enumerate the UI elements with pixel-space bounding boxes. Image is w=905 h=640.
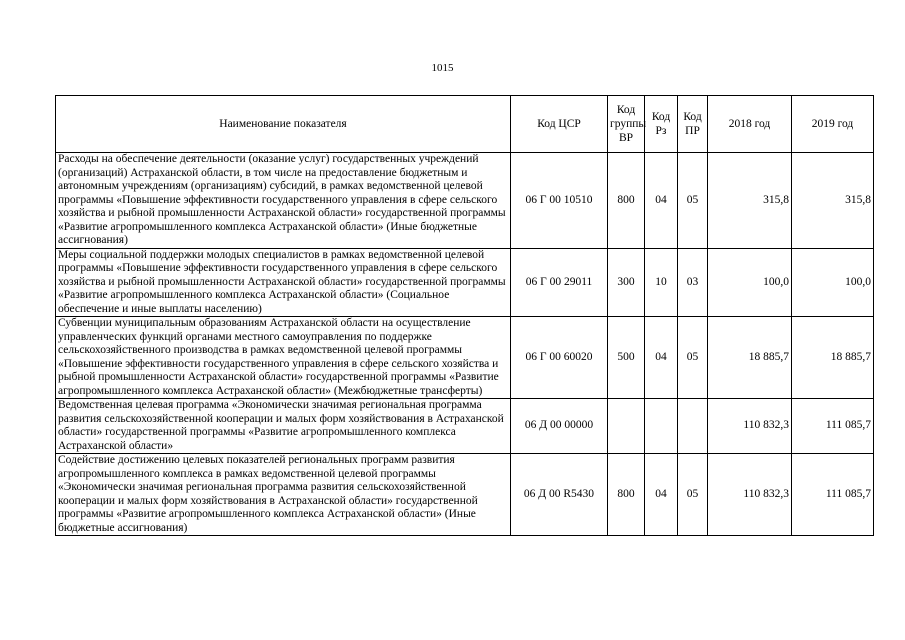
row-2018: 315,8 [708,153,792,249]
table-header-row [56,96,874,153]
row-pr [678,399,708,454]
row-vr [608,399,645,454]
row-rz: 04 [645,454,678,536]
row-csr: 06 Г 00 29011 [511,248,608,317]
row-rz: 04 [645,153,678,249]
row-rz: 04 [645,317,678,399]
row-2018: 18 885,7 [708,317,792,399]
row-2018: 100,0 [708,248,792,317]
row-name: Ведомственная целевая программа «Экономически значимая региональная программа развития сельскохозяйственной кооперации и малых форм хозяйствования в Астраханской области» государственной программы «Развитие агропромышленного комплекса Астраханской области» [56,399,511,454]
table-row [56,399,874,454]
header-vr: Код группы ВР [608,96,645,153]
page-number: 1015 [431,62,454,74]
header-csr: Код ЦСР [511,96,608,153]
row-name: Содействие достижению целевых показателей региональных программ развития агропромышленного комплекса в рамках ведомственной целевой программы «Экономически значимая региональная программа развития сельскохозяйственной кооперации и малых форм хозяйствования в Астраханской области» государственной программы «Развитие агропромышленного комплекса Астраханской области» (Иные бюджетные ассигнования) [56,454,511,536]
row-vr: 500 [608,317,645,399]
row-2019: 111 085,7 [792,454,874,536]
table-row [56,317,874,399]
table-row [56,248,874,317]
row-2019: 18 885,7 [792,317,874,399]
row-pr: 05 [678,317,708,399]
row-rz [645,399,678,454]
row-csr: 06 Д 00 00000 [511,399,608,454]
row-csr: 06 Г 00 60020 [511,317,608,399]
row-2019: 100,0 [792,248,874,317]
row-pr: 05 [678,454,708,536]
row-name: Меры социальной поддержки молодых специалистов в рамках ведомственной целевой программы «Повышение эффективности государственного управления в сфере сельского хозяйства и рыбной промышленности Астраханской области» государственной программы «Развитие агропромышленного комплекса Астраханской области» (Социальное обеспечение и иные выплаты населению) [56,248,511,317]
table-row [56,153,874,249]
header-2019: 2019 год [792,96,874,153]
header-rz: Код Рз [645,96,678,153]
row-pr: 05 [678,153,708,249]
row-name: Субвенции муниципальным образованиям Астраханской области на осуществление управленческих функций органами местного самоуправления по поддержке сельскохозяйственного производства в рамках ведомственной целевой программы «Повышение эффективности государственного управления в сфере сельского хозяйства и рыбной промышленности Астраханской области» государственной программы «Развитие агропромышленного комплекса Астраханской области» (Межбюджетные трансферты) [56,317,511,399]
row-csr: 06 Д 00 R5430 [511,454,608,536]
header-name: Наименование показателя [56,96,511,153]
header-2018: 2018 год [708,96,792,153]
row-name: Расходы на обеспечение деятельности (оказание услуг) государственных учреждений (организаций) Астраханской области, в том числе на предоставление бюджетным и автономным учреждениям (организациям) субсидий, в рамках ведомственной целевой программы «Повышение эффективности государственного управления в сфере сельского хозяйства и рыбной промышленности Астраханской области» государственной программы «Развитие агропромышленного комплекса Астраханской области» (Иные бюджетные ассигнования) [56,153,511,249]
row-vr: 800 [608,454,645,536]
row-2019: 315,8 [792,153,874,249]
table-row [56,454,874,536]
row-2018: 110 832,3 [708,454,792,536]
row-2018: 110 832,3 [708,399,792,454]
row-rz: 10 [645,248,678,317]
row-csr: 06 Г 00 10510 [511,153,608,249]
row-2019: 111 085,7 [792,399,874,454]
row-vr: 800 [608,153,645,249]
row-vr: 300 [608,248,645,317]
header-pr: Код ПР [678,96,708,153]
budget-table [55,95,874,536]
row-pr: 03 [678,248,708,317]
